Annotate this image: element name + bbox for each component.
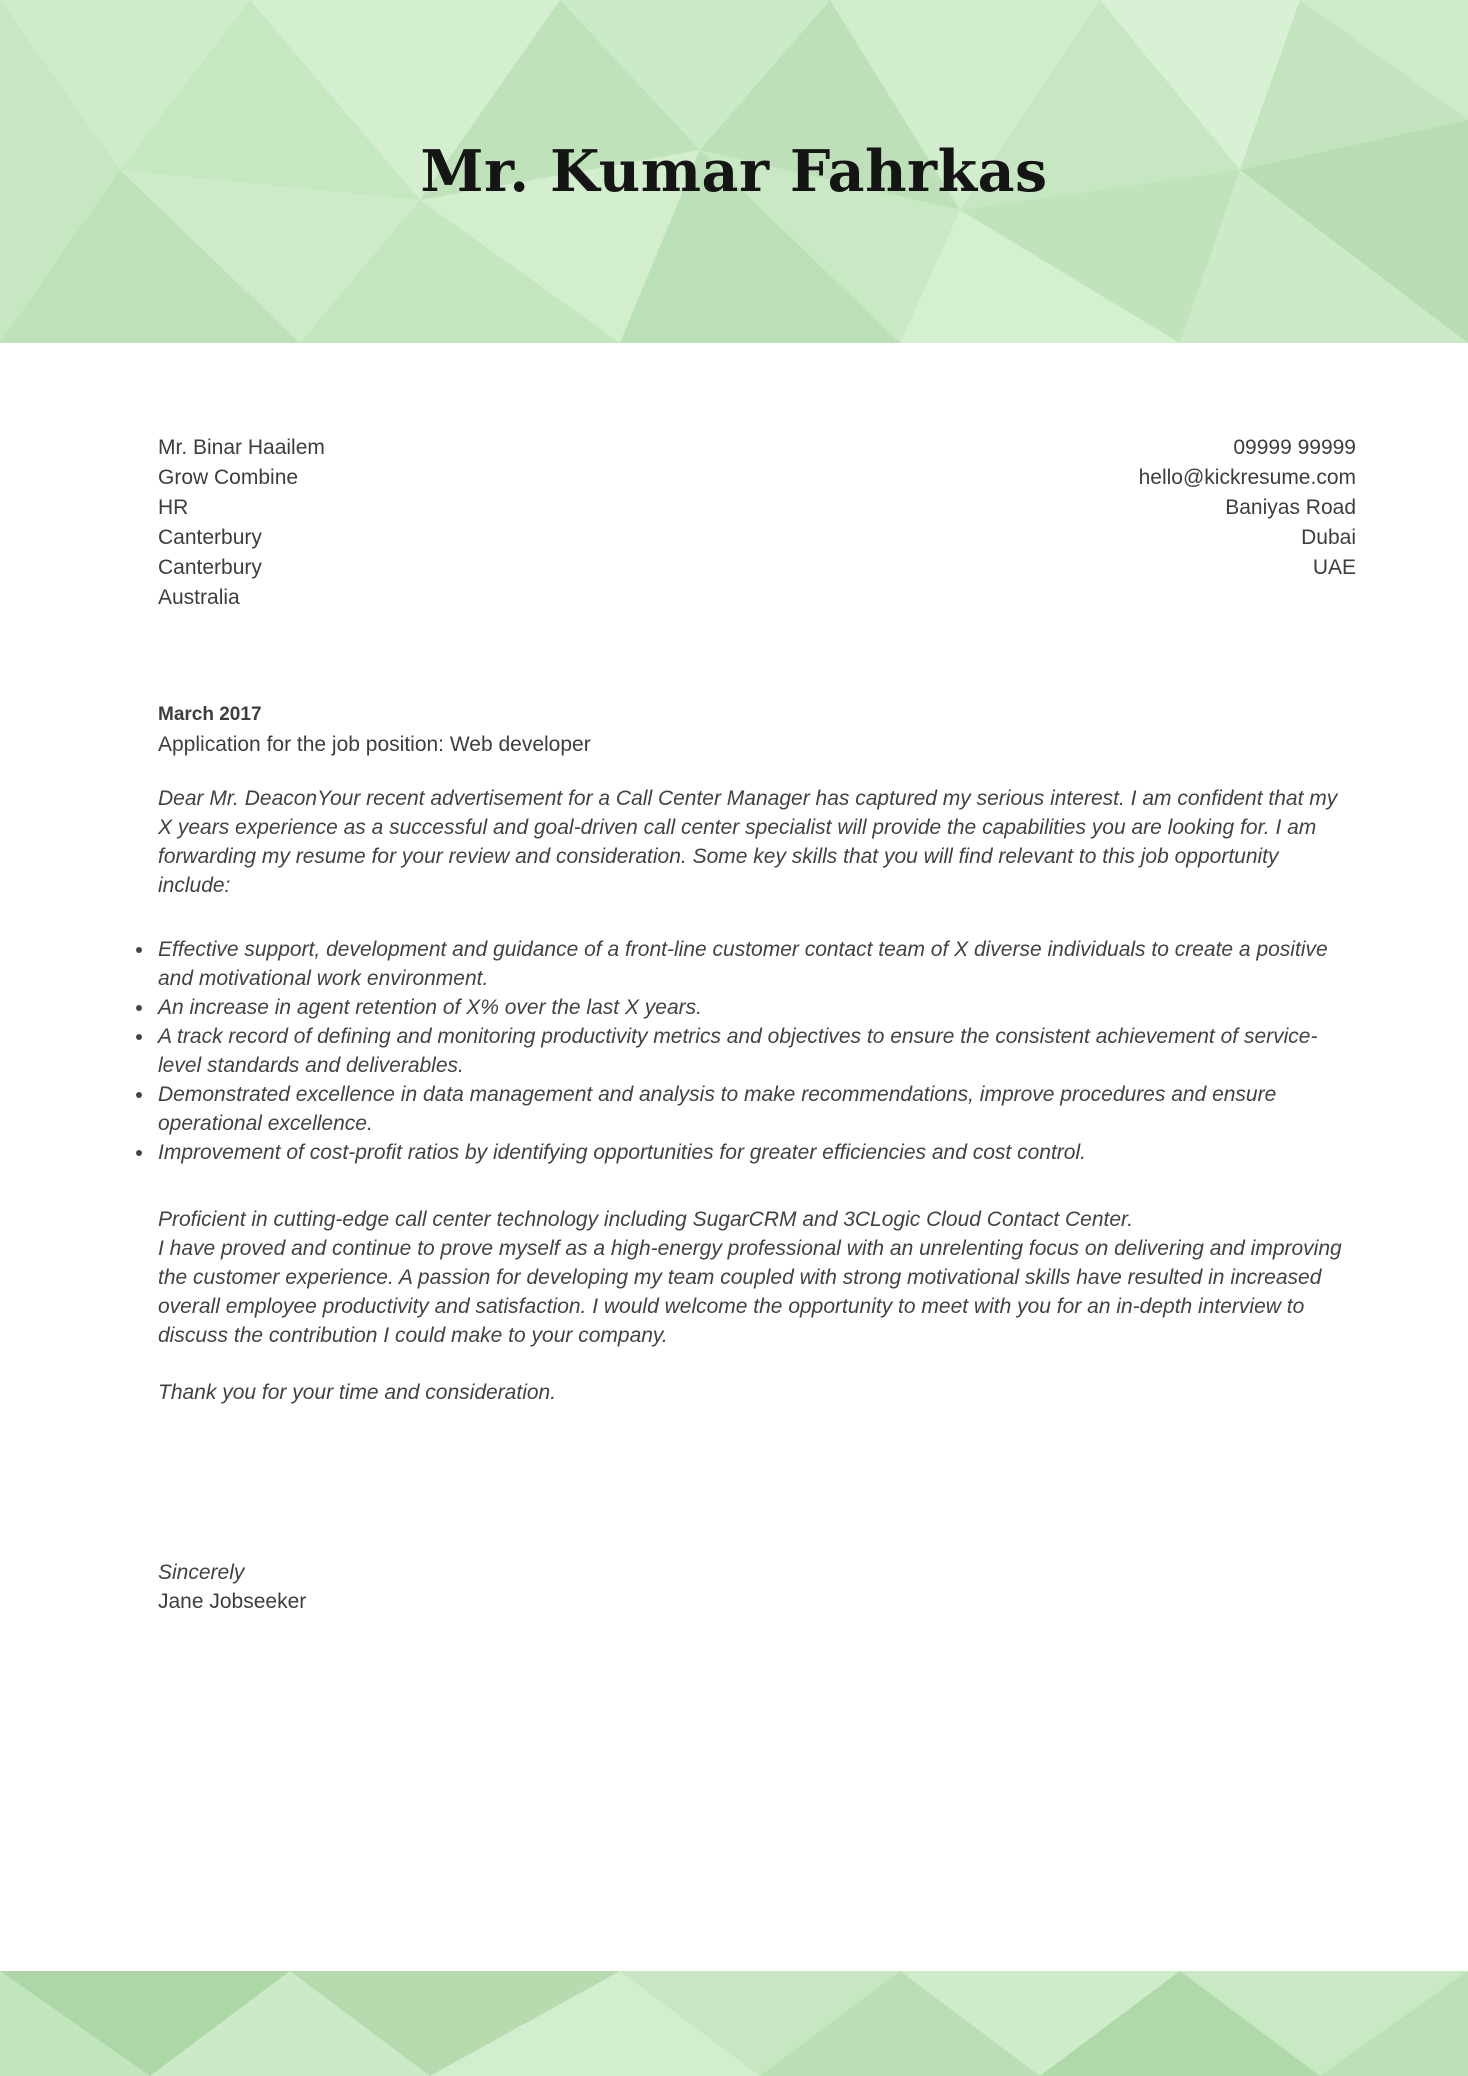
recipient-line: Grow Combine: [158, 466, 299, 489]
bullet-item: Effective support, development and guidance of a front-line customer contact team of X diverse individuals to create a positive and motivational work environment.: [158, 935, 1356, 993]
footer-banner: [0, 1971, 1468, 2076]
sender-country: UAE: [1312, 556, 1356, 579]
bullet-item: Demonstrated excellence in data management and analysis to make recommendations, improve procedures and ensure operational excellence.: [158, 1080, 1356, 1138]
sender-email: hello@kickresume.com: [1138, 466, 1356, 489]
recipient-line: Canterbury: [158, 556, 262, 579]
signature-line: Jane Jobseeker: [158, 1590, 307, 1613]
date-line: March 2017: [158, 704, 262, 725]
recipient-line: Australia: [158, 586, 240, 609]
sender-phone: 09999 99999: [1233, 436, 1356, 459]
closing-line: Sincerely: [158, 1561, 245, 1584]
paragraph-main-rest: I have proved and continue to prove myself as a high-energy professional with an unrelenting focus on delivering and improving the customer experience. A passion for developing my team coupled with strong motivational skills have resulted in increased overall employee productivity and satisfaction. I would welcome the opportunity to meet with you for an in-depth interview to discuss the contribution I could make to your company.: [158, 1237, 1342, 1347]
recipient-line: HR: [158, 496, 189, 519]
paragraph-intro: Dear Mr. DeaconYour recent advertisement for a Call Center Manager has captured my serious interest. I am confident that my X years experience as a successful and goal-driven call center specialist will provide the capabilities you are looking for. I am forwarding my resume for your review and consideration. Some key skills that you will find relevant to this job opportunity include:: [158, 787, 1338, 897]
bullet-item: A track record of defining and monitoring productivity metrics and objectives to ensure the consistent achievement of service-level standards and deliverables.: [158, 1022, 1356, 1080]
recipient-line: Canterbury: [158, 526, 262, 549]
bullet-item: Improvement of cost-profit ratios by identifying opportunities for greater efficiencies and cost control.: [158, 1138, 1356, 1167]
subject-line: Application for the job position: Web developer: [158, 733, 591, 756]
paragraph-main: [158, 1205, 1356, 1350]
bullet-item: An increase in agent retention of X% over the last X years.: [158, 993, 1356, 1022]
recipient-line: Mr. Binar Haailem: [158, 436, 325, 459]
sender-block: [1139, 433, 1356, 613]
sender-city: Dubai: [1301, 526, 1356, 549]
bullet-list: [158, 935, 1356, 1167]
address-row: [158, 433, 1356, 613]
letter-content: [0, 343, 1468, 1616]
footer-polygon-pattern: [0, 1971, 1468, 2076]
thanks-line: Thank you for your time and consideration.: [158, 1381, 557, 1404]
paragraph-main-line1: Proficient in cutting-edge call center technology including SugarCRM and 3CLogic Cloud Contact Center.: [158, 1208, 1134, 1231]
recipient-block: [158, 433, 325, 613]
page-title: Mr. Kumar Fahrkas: [420, 138, 1048, 205]
sender-street: Baniyas Road: [1225, 496, 1356, 519]
meta-block: [158, 700, 1356, 760]
letter-body: [158, 784, 1356, 1616]
